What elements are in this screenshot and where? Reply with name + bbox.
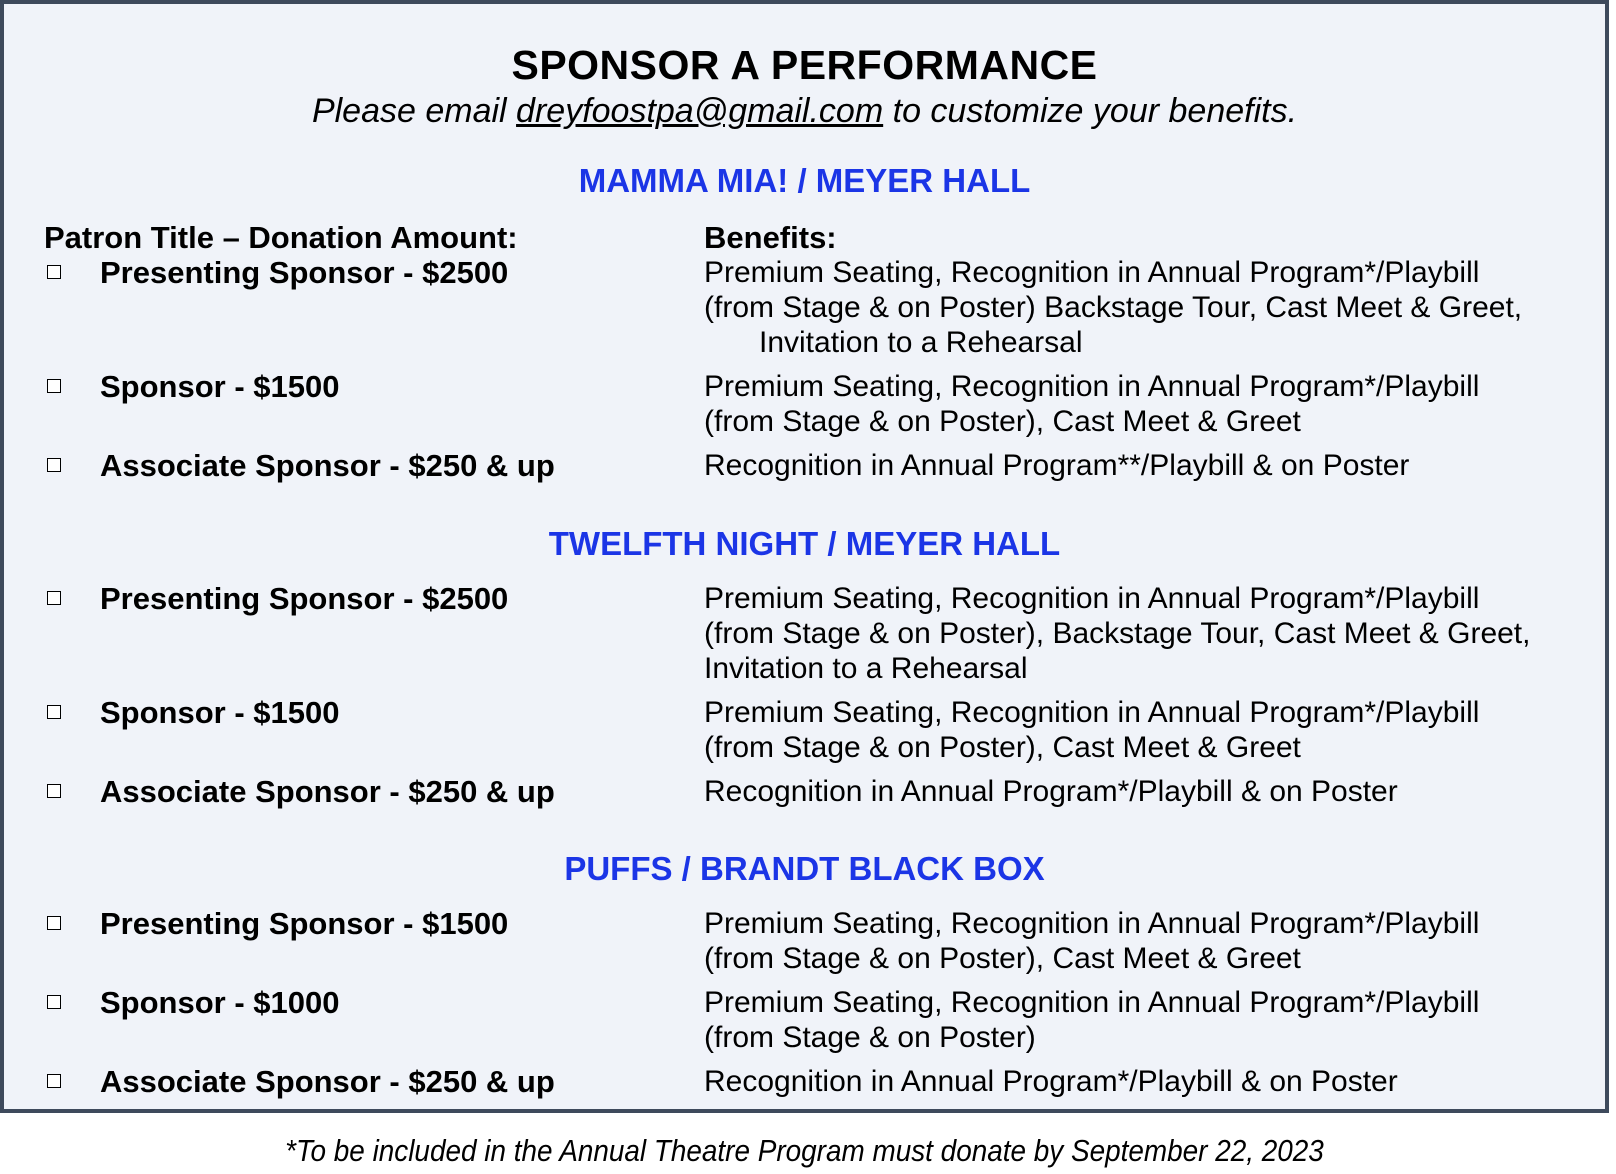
tier-label: Sponsor - $1500 xyxy=(100,369,340,404)
benefit-line: Premium Seating, Recognition in Annual Program*/Playbill xyxy=(704,986,1480,1019)
column-header-patron-title: Patron Title – Donation Amount: xyxy=(44,220,518,255)
page-title: SPONSOR A PERFORMANCE xyxy=(511,42,1098,88)
tier-label: Associate Sponsor - $250 & up xyxy=(100,774,555,809)
column-header-benefits: Benefits: xyxy=(704,220,837,255)
benefit-line: (from Stage & on Poster) Backstage Tour, Cast Meet & Greet, xyxy=(704,291,1523,324)
section-heading-mamma-mia: MAMMA MIA! / MEYER HALL xyxy=(578,162,1031,199)
section-heading-twelfth-night: TWELFTH NIGHT / MEYER HALL xyxy=(548,525,1061,562)
tier-label: Presenting Sponsor - $1500 xyxy=(100,906,509,941)
tier-benefits xyxy=(704,906,1584,976)
subtitle xyxy=(4,92,1605,131)
checkbox[interactable] xyxy=(47,705,61,719)
subtitle-text-after: to customize your benefits. xyxy=(883,92,1298,130)
benefit-line: Recognition in Annual Program*/Playbill & on Poster xyxy=(704,1065,1398,1098)
checkbox[interactable] xyxy=(47,995,61,1009)
subtitle-text-before: Please email xyxy=(311,92,517,130)
tier-label: Presenting Sponsor - $2500 xyxy=(100,255,509,290)
checkbox[interactable] xyxy=(47,458,61,472)
benefit-line: (from Stage & on Poster), Cast Meet & Greet xyxy=(704,405,1301,438)
benefit-line: Premium Seating, Recognition in Annual Program*/Playbill xyxy=(704,256,1480,289)
benefit-line: (from Stage & on Poster) xyxy=(704,1021,1036,1054)
tier-label: Associate Sponsor - $250 & up xyxy=(100,448,555,483)
checkbox[interactable] xyxy=(47,591,61,605)
checkbox[interactable] xyxy=(47,916,61,930)
checkbox[interactable] xyxy=(47,784,61,798)
tier-benefits xyxy=(704,985,1584,1055)
benefit-line: Premium Seating, Recognition in Annual Program*/Playbill xyxy=(704,370,1480,403)
tier-benefits xyxy=(704,774,1584,809)
benefit-line: Recognition in Annual Program*/Playbill & on Poster xyxy=(704,775,1398,808)
tier-benefits xyxy=(704,448,1584,483)
benefit-line: Invitation to a Rehearsal xyxy=(704,652,1028,685)
benefit-line: (from Stage & on Poster), Cast Meet & Greet xyxy=(704,731,1301,764)
checkbox[interactable] xyxy=(47,265,61,279)
email-link[interactable]: dreyfoostpa@gmail.com xyxy=(516,92,884,130)
benefit-line: (from Stage & on Poster), Backstage Tour, Cast Meet & Greet, xyxy=(704,617,1531,650)
tier-label: Sponsor - $1000 xyxy=(100,985,340,1020)
tier-benefits xyxy=(704,369,1584,439)
tier-benefits xyxy=(704,255,1584,360)
checkbox[interactable] xyxy=(47,379,61,393)
benefit-line: Premium Seating, Recognition in Annual Program*/Playbill xyxy=(704,582,1480,615)
footnote: *To be included in the Annual Theatre Program must donate by September 22, 2023 xyxy=(285,1133,1324,1168)
benefit-line: Premium Seating, Recognition in Annual Program*/Playbill xyxy=(704,907,1480,940)
tier-label: Presenting Sponsor - $2500 xyxy=(100,581,509,616)
benefit-line: (from Stage & on Poster), Cast Meet & Greet xyxy=(704,942,1301,975)
tier-benefits xyxy=(704,695,1584,765)
tier-benefits xyxy=(704,581,1584,686)
checkbox[interactable] xyxy=(47,1074,61,1088)
benefit-line: Recognition in Annual Program**/Playbill & on Poster xyxy=(704,449,1410,482)
section-heading-puffs: PUFFS / BRANDT BLACK BOX xyxy=(564,850,1045,887)
tier-label: Associate Sponsor - $250 & up xyxy=(100,1064,555,1099)
tier-label: Sponsor - $1500 xyxy=(100,695,340,730)
benefit-line: Premium Seating, Recognition in Annual Program*/Playbill xyxy=(704,696,1480,729)
benefit-line: Invitation to a Rehearsal xyxy=(759,326,1083,359)
tier-benefits xyxy=(704,1064,1584,1099)
